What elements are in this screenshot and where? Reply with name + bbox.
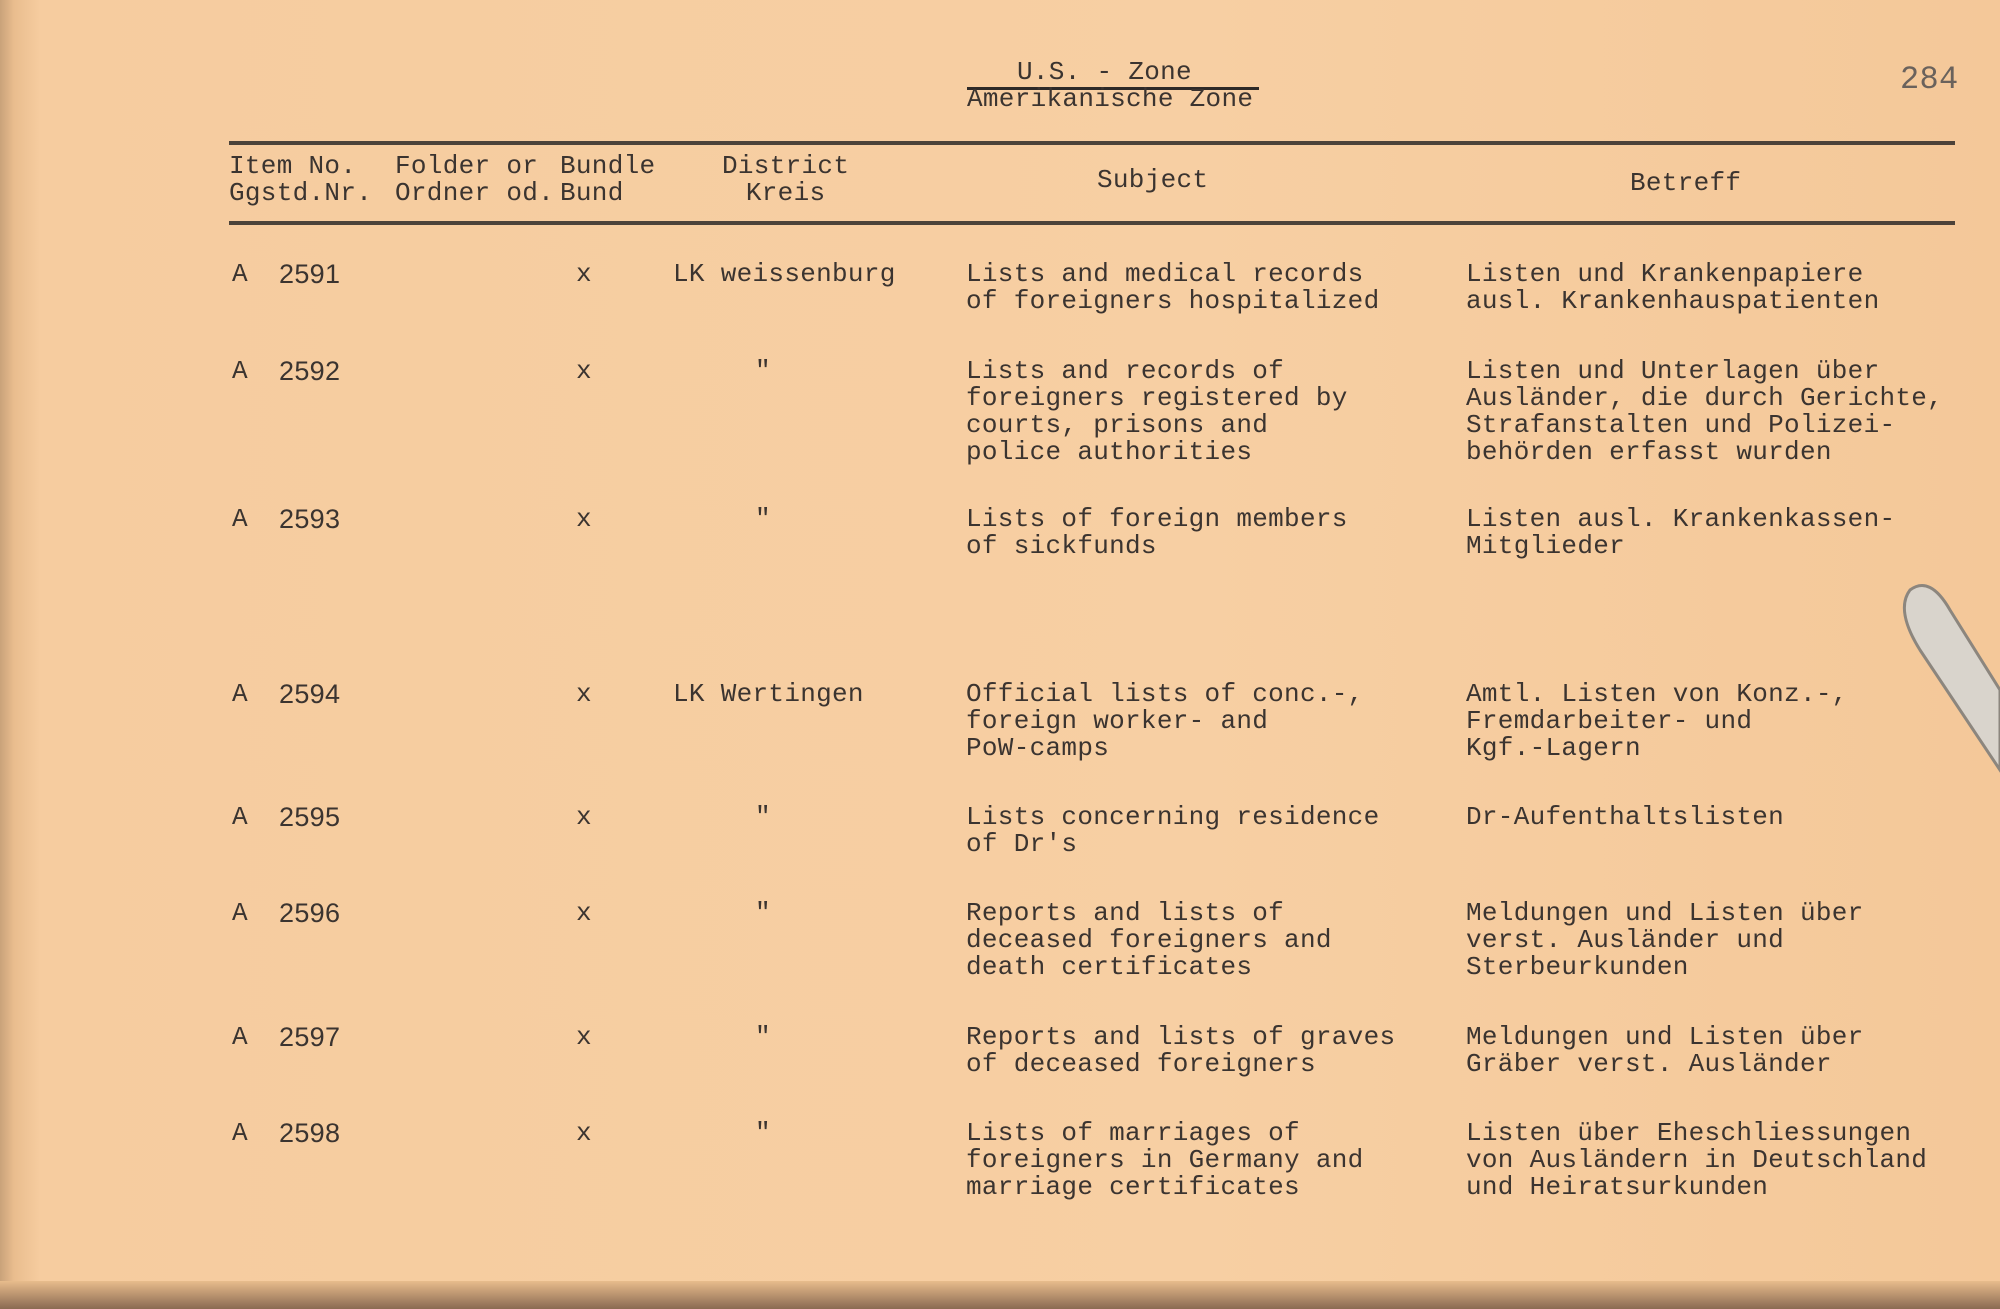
header-top-rule — [229, 141, 1955, 145]
betreff: Meldungen und Listen über verst. Ausländer und Sterbeurkunden — [1466, 898, 1864, 982]
subject: Reports and lists of graves of deceased foreigners — [966, 1022, 1396, 1079]
district: " — [755, 504, 771, 534]
item-prefix: A — [232, 1022, 248, 1052]
district: LK Wertingen — [673, 679, 864, 709]
bundle-mark: x — [576, 679, 592, 709]
subject: Lists of foreign members of sickfunds — [966, 504, 1348, 561]
bundle-mark: x — [576, 1022, 592, 1052]
subject: Lists and records of foreigners registered by courts, prisons and police authorities — [966, 356, 1348, 467]
item-prefix: A — [232, 1118, 248, 1148]
page-number: 284 — [1900, 61, 1959, 98]
betreff: Listen ausl. Krankenkassen- Mitglieder — [1466, 504, 1896, 561]
col-folder-de: Ordner od. — [395, 178, 555, 208]
col-district-en: District — [722, 151, 850, 181]
col-district-de: Kreis — [745, 178, 826, 208]
item-prefix: A — [232, 679, 248, 709]
col-item-en: Item No. — [229, 151, 357, 181]
subject: Reports and lists of deceased foreigners and death certificates — [966, 898, 1332, 982]
item-number: 2595 — [279, 802, 341, 832]
bundle-mark: x — [576, 356, 592, 386]
item-prefix: A — [232, 504, 248, 534]
tweezers-icon — [1890, 570, 2000, 780]
col-betreff-header: Betreff — [1630, 168, 1742, 198]
col-folder-en: Folder or — [395, 151, 539, 181]
betreff: Dr-Aufenthaltslisten — [1466, 802, 1785, 832]
subject: Lists and medical records of foreigners hospitalized — [966, 259, 1380, 316]
betreff: Amtl. Listen von Konz.-, Fremdarbeiter- und Kgf.-Lagern — [1466, 679, 1848, 763]
col-bundle-en: Bundle — [560, 151, 656, 181]
item-prefix: A — [232, 802, 248, 832]
district: " — [755, 898, 771, 928]
item-number: 2593 — [279, 504, 341, 534]
item-prefix: A — [232, 356, 248, 386]
district: " — [755, 356, 771, 386]
zone-title-de: Amerikanische Zone — [967, 84, 1254, 114]
col-item-de: Ggstd.Nr. — [229, 178, 373, 208]
col-folder-header — [395, 153, 554, 207]
item-number: 2591 — [279, 259, 341, 289]
bundle-mark: x — [576, 259, 592, 289]
bundle-mark: x — [576, 504, 592, 534]
betreff: Listen und Krankenpapiere ausl. Krankenhauspatienten — [1466, 259, 1880, 316]
bundle-mark: x — [576, 1118, 592, 1148]
col-item-header — [229, 153, 372, 207]
item-number: 2597 — [279, 1022, 341, 1052]
district: LK weissenburg — [673, 259, 896, 289]
item-number: 2598 — [279, 1118, 341, 1148]
item-prefix: A — [232, 259, 248, 289]
bundle-mark: x — [576, 802, 592, 832]
betreff: Meldungen und Listen über Gräber verst. Ausländer — [1466, 1022, 1864, 1079]
col-bundle-de: Bund — [560, 178, 624, 208]
item-number: 2594 — [279, 679, 341, 709]
item-number: 2592 — [279, 356, 341, 386]
subject: Lists of marriages of foreigners in Germany and marriage certificates — [966, 1118, 1364, 1202]
subject: Lists concerning residence of Dr's — [966, 802, 1380, 859]
page-bottom-edge — [0, 1281, 2000, 1309]
subject: Official lists of conc.-, foreign worker- and PoW-camps — [966, 679, 1364, 763]
header-bottom-rule — [229, 221, 1955, 225]
item-prefix: A — [232, 898, 248, 928]
bundle-mark: x — [576, 898, 592, 928]
betreff: Listen über Eheschliessungen von Ausländern in Deutschland und Heiratsurkunden — [1466, 1118, 1928, 1202]
col-bundle-header — [560, 153, 655, 207]
col-subject-header: Subject — [1097, 165, 1209, 195]
district: " — [755, 1118, 771, 1148]
betreff: Listen und Unterlagen über Ausländer, die durch Gerichte, Strafanstalten und Polizei- behörden erfasst wurden — [1466, 356, 1944, 467]
district: " — [755, 802, 771, 832]
zone-title-en: U.S. - Zone — [1017, 57, 1192, 87]
item-number: 2596 — [279, 898, 341, 928]
district: " — [755, 1022, 771, 1052]
col-district-header — [722, 153, 849, 207]
